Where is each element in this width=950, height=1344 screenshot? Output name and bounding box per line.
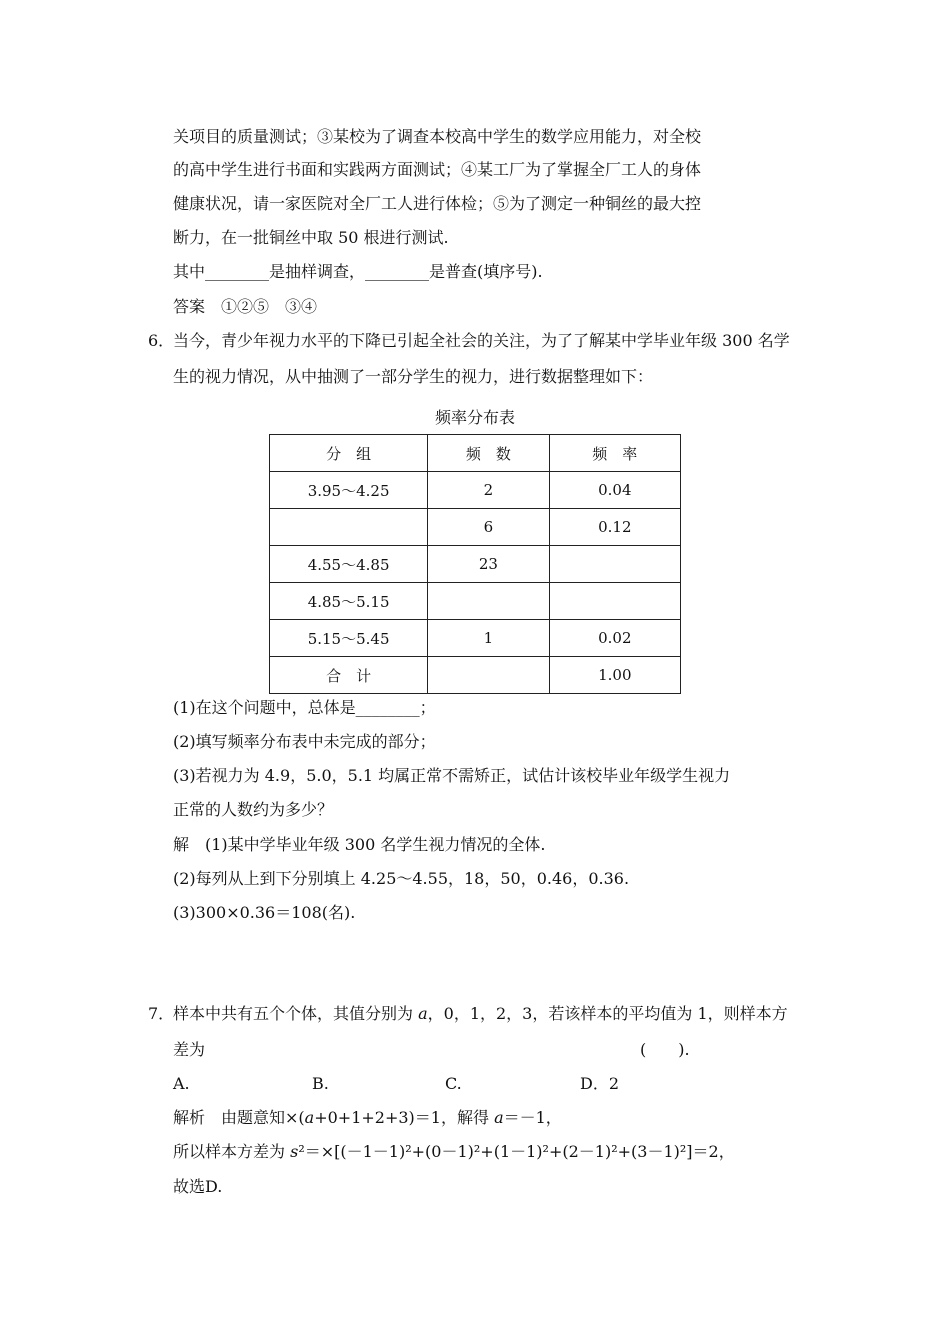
q7-solution-part: ＝－1， [503,1108,562,1127]
variable-a: a [304,1108,315,1127]
q5-text-line-2: 的高中学生进行书面和实践两方面测试；④某工厂为了掌握全厂工人的身体 [173,160,702,179]
table-header-group: 分 组 [270,435,428,472]
table-row-total [270,657,681,694]
table-cell [270,509,428,546]
q7-solution-3: 故选D. [173,1177,223,1196]
table-cell: 0.12 [549,509,680,546]
q7-solution-part: ²＝×[(－1－1)²+(0－1)²+(1－1)²+(2－1)²+(3－1)²]＝2， [298,1142,735,1161]
answer-parentheses: ( ). [640,1040,690,1059]
option-d: D．2 [580,1074,620,1093]
q6-text-line-2: 生的视力情况，从中抽测了一部分学生的视力，进行数据整理如下： [173,367,654,386]
table-cell: 0.04 [549,472,680,509]
q6-sub-question-1: (1)在这个问题中，总体是________； [173,698,436,717]
table-cell: 6 [428,509,549,546]
variable-a: a [418,1004,428,1023]
q7-text-line-2: 差为 [173,1040,206,1059]
table-cell: 0.02 [549,620,680,657]
table-cell [428,657,549,694]
q7-solution-2 [173,1141,735,1163]
q5-text-line-3: 健康状况，请一家医院对全厂工人进行体检；⑤为了测定一种铜丝的最大控 [173,194,702,213]
table-row [270,546,681,583]
q5-text-line-4: 断力，在一批铜丝中取 50 根进行测试. [173,228,449,247]
q7-text-part: ，0，1，2，3，若该样本的平均值为 1，则样本方 [427,1004,788,1023]
q7-solution-part: 解析 由题意知×( [173,1108,305,1127]
table-cell: 1 [428,620,549,657]
table-header-frequency: 频 率 [549,435,680,472]
table-caption: 频率分布表 [434,408,515,427]
table-cell: 3.95～4.25 [270,472,428,509]
table-row [270,509,681,546]
table-cell: 4.85～5.15 [270,583,428,620]
variable-a: a [494,1108,504,1127]
table-cell: 5.15～5.45 [270,620,428,657]
table-cell: 23 [428,546,549,583]
table-row [270,583,681,620]
q6-solution-1: 解 (1)某中学毕业年级 300 名学生视力情况的全体. [173,835,546,854]
option-b: B. [312,1074,329,1093]
q5-answer: 答案 ①②⑤ ③④ [173,297,318,316]
table-row [270,620,681,657]
q6-text-line-1: 当今，青少年视力水平的下降已引起全社会的关注，为了了解某中学毕业年级 300 名学 [173,331,790,350]
option-c: C. [445,1074,462,1093]
q7-text-part: 样本中共有五个个体，其值分别为 [173,1004,419,1023]
table-cell: 合 计 [270,657,428,694]
table-cell: 4.55～4.85 [270,546,428,583]
table-cell: 2 [428,472,549,509]
table-row [270,472,681,509]
table-cell [549,546,680,583]
option-a: A. [173,1074,190,1093]
q6-solution-3: (3)300×0.36＝108(名). [173,903,356,922]
table-cell [549,583,680,620]
q7-solution-part: 所以样本方差为 [173,1142,291,1161]
q7-number: 7． [148,1004,175,1023]
q6-sub-question-3a: (3)若视力为 4.9，5.0，5.1 均属正常不需矫正，试估计该校毕业年级学生视力 [173,766,731,785]
variable-s: s [290,1142,299,1161]
table-cell [428,583,549,620]
q6-sub-question-2: (2)填写频率分布表中未完成的部分； [173,732,436,751]
q7-solution-part: +0+1+2+3)＝1，解得 [314,1108,495,1127]
q5-text-line-1: 关项目的质量测试；③某校为了调查本校高中学生的数学应用能力，对全校 [173,127,702,146]
q5-text-line-5: 其中________是抽样调查，________是普查(填序号). [173,262,543,281]
table-cell: 1.00 [549,657,680,694]
table-header-row [270,435,681,472]
q6-number: 6． [148,331,175,350]
q6-solution-2: (2)每列从上到下分别填上 4.25～4.55，18，50，0.46，0.36. [173,869,630,888]
q7-text-line-1 [173,1003,788,1025]
q7-solution-1 [173,1107,562,1129]
frequency-table [269,434,681,694]
table-header-count: 频 数 [428,435,549,472]
q6-sub-question-3b: 正常的人数约为多少？ [173,800,334,819]
